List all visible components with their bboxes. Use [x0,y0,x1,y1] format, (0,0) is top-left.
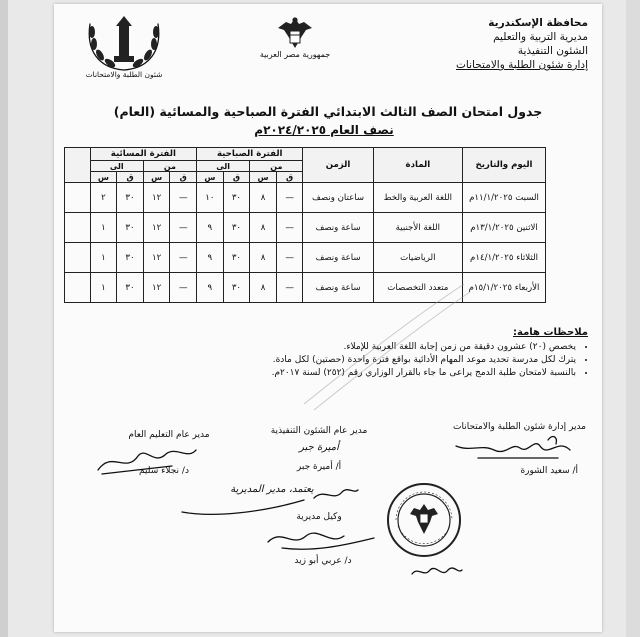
cell-morning-from-min: — [276,243,303,273]
col-header-evening: الفترة المسائية [90,148,196,161]
note-item: • بالنسبة لامتحان طلبة الدمج يراعى ما جاء بالقرار الوزاري رقم (٢٥٢) لسنة ٢٠١٧م. [84,367,576,380]
note-item: • يخصص (٢٠) عشرون دقيقة من زمن إجابة اللغة العربية للإملاء. [84,341,576,354]
cell-subject: متعدد التخصصات [373,273,462,303]
cell-evening-from-hour: ١٢ [143,183,170,213]
cell-blank [65,213,91,243]
col-header-evening-from: من [143,161,196,172]
cell-evening-from-min: — [170,213,197,243]
col-header-day-date: اليوم والتاريخ [463,148,546,183]
header-line-governorate: محافظة الإسكندرية [488,17,588,29]
cell-evening-from-hour: ١٢ [143,243,170,273]
official-round-stamp-icon [384,480,464,560]
faint-stamp-watermark [294,274,474,414]
header-line-directorate: مديرية التربية والتعليم [493,31,588,43]
cell-day-date: الأربعاء ١٥/١/٢٠٢٥م [463,273,546,303]
signature-name-right: أ/ سعيد الشورة [520,466,578,476]
col-header-morning-from: من [250,161,303,172]
signature-title-right: مدير إدارة شئون الطلبة والامتحانات [453,422,586,432]
col-header-min: ق [170,172,197,183]
cell-morning-from-hour: ٨ [250,213,277,243]
header-right-block [438,16,588,72]
stamp-scribble [408,564,464,580]
col-header-duration: الزمن [303,148,373,183]
signature-name-bottom: د/ عربي أبو زيد [294,556,352,566]
cell-morning-to-min: ٣٠ [223,183,250,213]
handwritten-signature-right [448,432,578,466]
cell-morning-from-hour: ٨ [250,273,277,303]
header-line-executive: الشئون التنفيذية [517,45,588,57]
document-page [54,4,602,632]
cell-evening-to-hour: ١ [90,213,117,243]
cell-blank [65,183,91,213]
col-header-blank [65,148,91,183]
col-header-hour: س [143,172,170,183]
cell-duration: ساعة ونصف [303,213,373,243]
cell-evening-to-hour: ٢ [90,183,117,213]
cell-evening-to-min: ٣٠ [117,213,144,243]
col-header-min: ق [223,172,250,183]
cell-duration: ساعة ونصف [303,243,373,273]
cell-morning-from-min: — [276,273,303,303]
handwritten-signature-middle: أميرة جبر [299,442,339,453]
cell-evening-to-hour: ١ [90,243,117,273]
col-header-min: ق [276,172,303,183]
cell-morning-to-hour: ٩ [197,213,224,243]
cell-blank [65,243,91,273]
background-strip-right [626,0,640,637]
handwritten-approval-text: يعتمد، مدير المديرية [230,484,314,495]
cell-morning-from-min: — [276,213,303,243]
emblem-caption: جمهورية مصر العربية [259,50,331,59]
cell-subject: اللغة العربية والخط [373,183,462,213]
cell-evening-to-min: ٣٠ [117,183,144,213]
cell-evening-to-hour: ١ [90,273,117,303]
table-row [65,213,546,243]
cell-morning-to-min: ٣٠ [223,243,250,273]
cell-evening-to-min: ٣٠ [117,243,144,273]
notes-title: ملاحظات هامة: [513,327,588,338]
signature-name-middle: أ/ أميرة جبر [296,462,342,472]
table-row [65,243,546,273]
table-row [65,183,546,213]
document-title: جدول امتحان الصف الثالث الابتدائي الفترة الصباحية والمسائية (العام) [113,104,543,119]
cell-morning-from-hour: ٨ [250,243,277,273]
cell-subject: اللغة الأجنبية [373,213,462,243]
col-header-evening-to: الى [90,161,143,172]
signature-name-left: د/ نجلاء سليم [139,466,189,476]
col-header-subject: المادة [373,148,462,183]
cell-morning-to-min: ٣٠ [223,213,250,243]
note-item: • يترك لكل مدرسة تحديد موعد المهام الأدائية بواقع فترة واحدة (حصتين) لكل مادة. [84,354,576,367]
cell-morning-from-hour: ٨ [250,183,277,213]
col-header-hour: س [90,172,117,183]
cell-subject: الرياضيات [373,243,462,273]
cell-morning-to-min: ٣٠ [223,273,250,303]
col-header-hour: س [197,172,224,183]
cell-day-date: الاثنين ١٣/١/٢٠٢٥م [463,213,546,243]
header-line-department: إدارة شئون الطلبة والامتحانات [456,59,588,71]
signature-title-middle: مدير عام الشئون التنفيذية [270,426,368,436]
col-header-morning-to: الى [197,161,250,172]
cell-morning-to-hour: ١٠ [197,183,224,213]
cell-evening-to-min: ٣٠ [117,273,144,303]
cell-evening-from-min: — [170,183,197,213]
cell-duration: ساعة ونصف [303,273,373,303]
document-subtitle: نصف العام ٢٠٢٤/٢٠٢٥م [254,123,394,137]
cell-morning-from-min: — [276,183,303,213]
cell-evening-from-hour: ١٢ [143,213,170,243]
handwritten-signature-bottom [262,524,382,552]
cell-evening-from-min: — [170,273,197,303]
cell-blank [65,273,91,303]
cell-day-date: الثلاثاء ١٤/١/٢٠٢٥م [463,243,546,273]
cell-morning-to-hour: ٩ [197,273,224,303]
cell-day-date: السبت ١١/١/٢٠٢٥م [463,183,546,213]
cell-duration: ساعتان ونصف [303,183,373,213]
col-header-hour: س [250,172,277,183]
signature-title-left: مدير عام التعليم العام [128,430,210,440]
cell-evening-from-min: — [170,243,197,273]
cell-evening-from-hour: ١٢ [143,273,170,303]
col-header-min: ق [117,172,144,183]
logo-caption: شئون الطلبة والامتحانات [85,70,163,79]
signature-title-bottom: وكيل مديرية [296,512,342,522]
background-strip-left [0,0,8,637]
col-header-morning: الفترة الصباحية [197,148,303,161]
cell-morning-to-hour: ٩ [197,243,224,273]
